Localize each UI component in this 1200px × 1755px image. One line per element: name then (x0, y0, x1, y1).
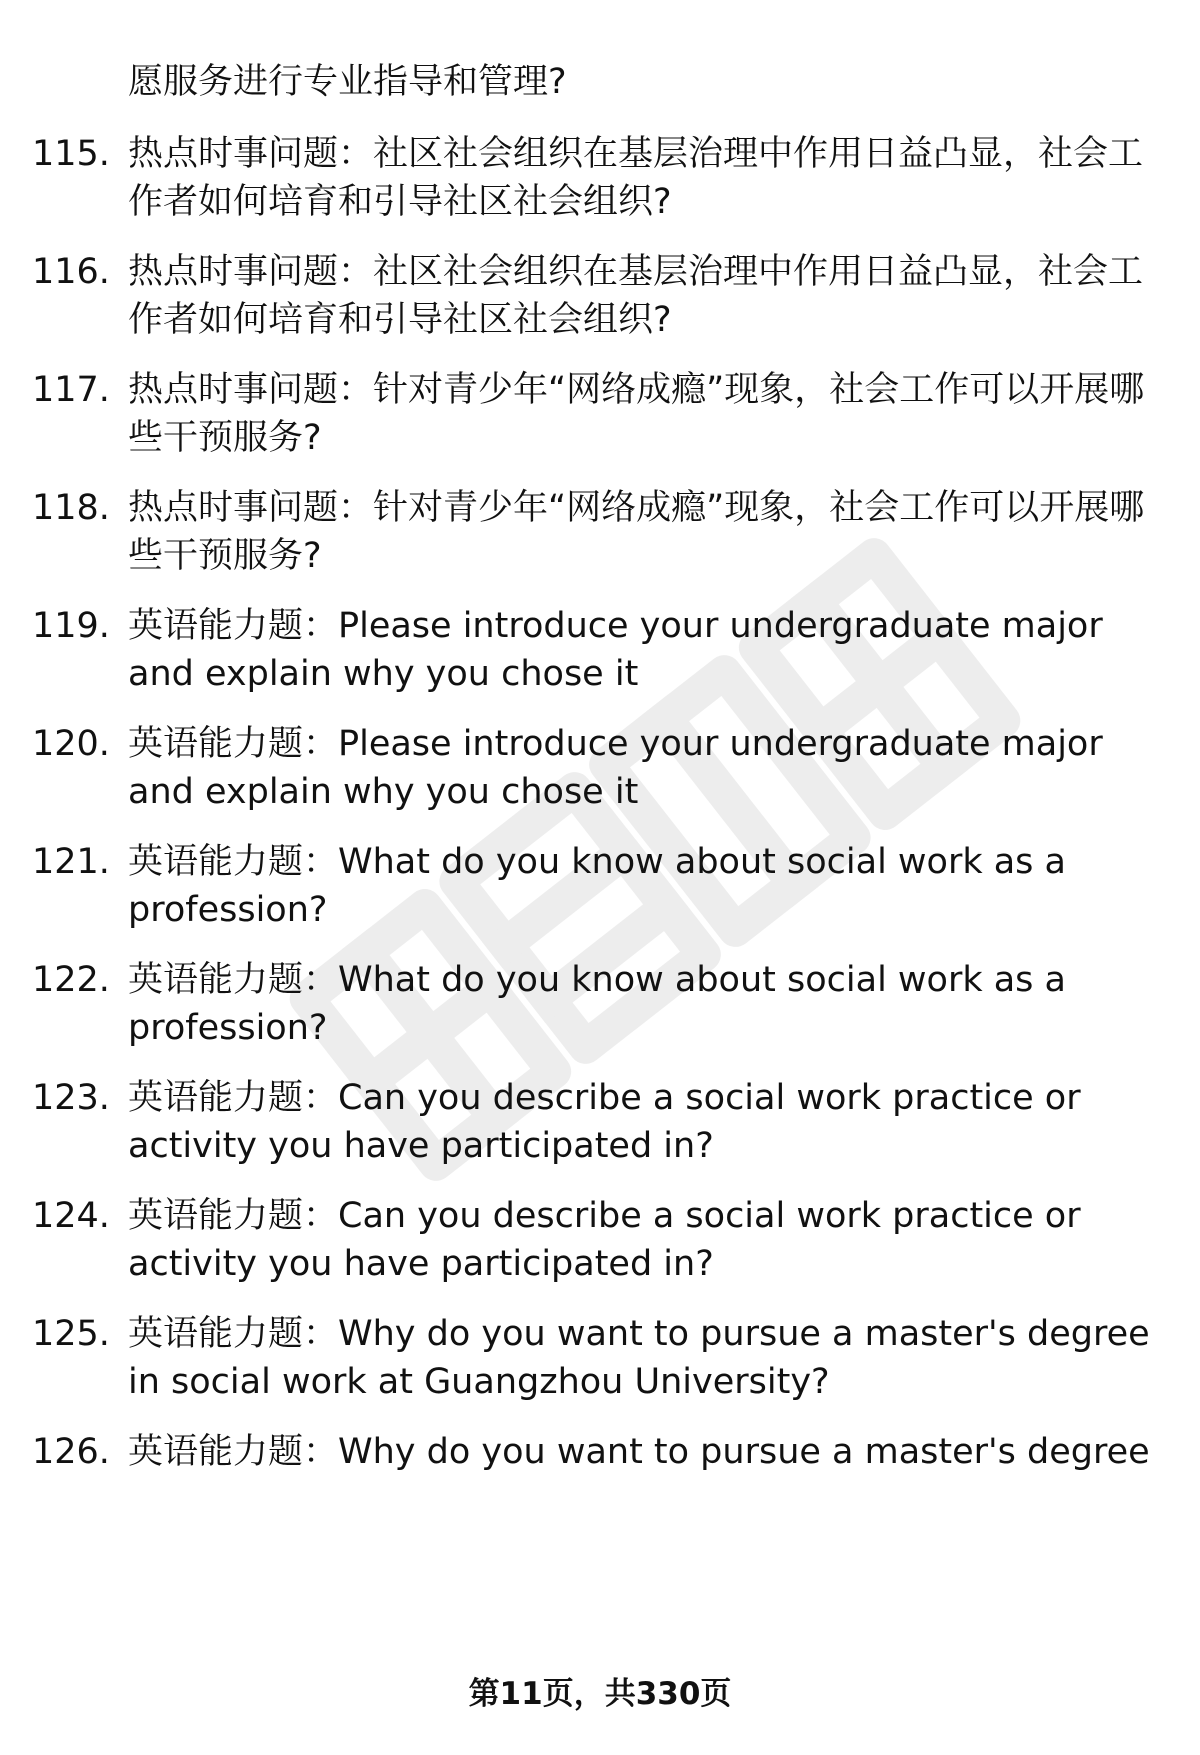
page-footer: 第11页，共330页 (468, 1676, 732, 1712)
item-text: 英语能力题：Please introduce your undergraduate major and explain why you chose it (128, 724, 1103, 812)
item-number: 118. (32, 488, 110, 528)
item-text: 英语能力题：Can you describe a social work practice or activity you have participated in? (128, 1078, 1081, 1166)
continuation-text: 愿服务进行专业指导和管理? (128, 62, 567, 102)
item-text: 英语能力题：What do you know about social work as a profession? (128, 842, 1066, 930)
item-number: 125. (32, 1314, 110, 1354)
item-number: 116. (32, 252, 110, 292)
item-number: 124. (32, 1196, 110, 1236)
item-number: 123. (32, 1078, 110, 1118)
item-number: 115. (32, 134, 110, 174)
item-text: 热点时事问题：针对青少年“网络成瘾”现象，社会工作可以开展哪些干预服务? (128, 370, 1145, 458)
item-text: 英语能力题：Why do you want to pursue a master's degree (128, 1432, 1150, 1472)
item-text: 英语能力题：Please introduce your undergraduate major and explain why you chose it (128, 606, 1103, 694)
item-number: 119. (32, 606, 110, 646)
item-number: 120. (32, 724, 110, 764)
item-text: 英语能力题：Why do you want to pursue a master's degree in social work at Guangzhou University? (128, 1314, 1150, 1402)
item-number: 126. (32, 1432, 110, 1472)
item-number: 121. (32, 842, 110, 882)
item-number: 122. (32, 960, 110, 1000)
item-text: 热点时事问题：针对青少年“网络成瘾”现象，社会工作可以开展哪些干预服务? (128, 488, 1145, 576)
item-text: 热点时事问题：社区社会组织在基层治理中作用日益凸显，社会工作者如何培育和引导社区社会组织? (128, 134, 1144, 222)
item-number: 117. (32, 370, 110, 410)
item-text: 热点时事问题：社区社会组织在基层治理中作用日益凸显，社会工作者如何培育和引导社区社会组织? (128, 252, 1144, 340)
item-text: 英语能力题：What do you know about social work as a profession? (128, 960, 1066, 1048)
item-text: 英语能力题：Can you describe a social work practice or activity you have participated in? (128, 1196, 1081, 1284)
